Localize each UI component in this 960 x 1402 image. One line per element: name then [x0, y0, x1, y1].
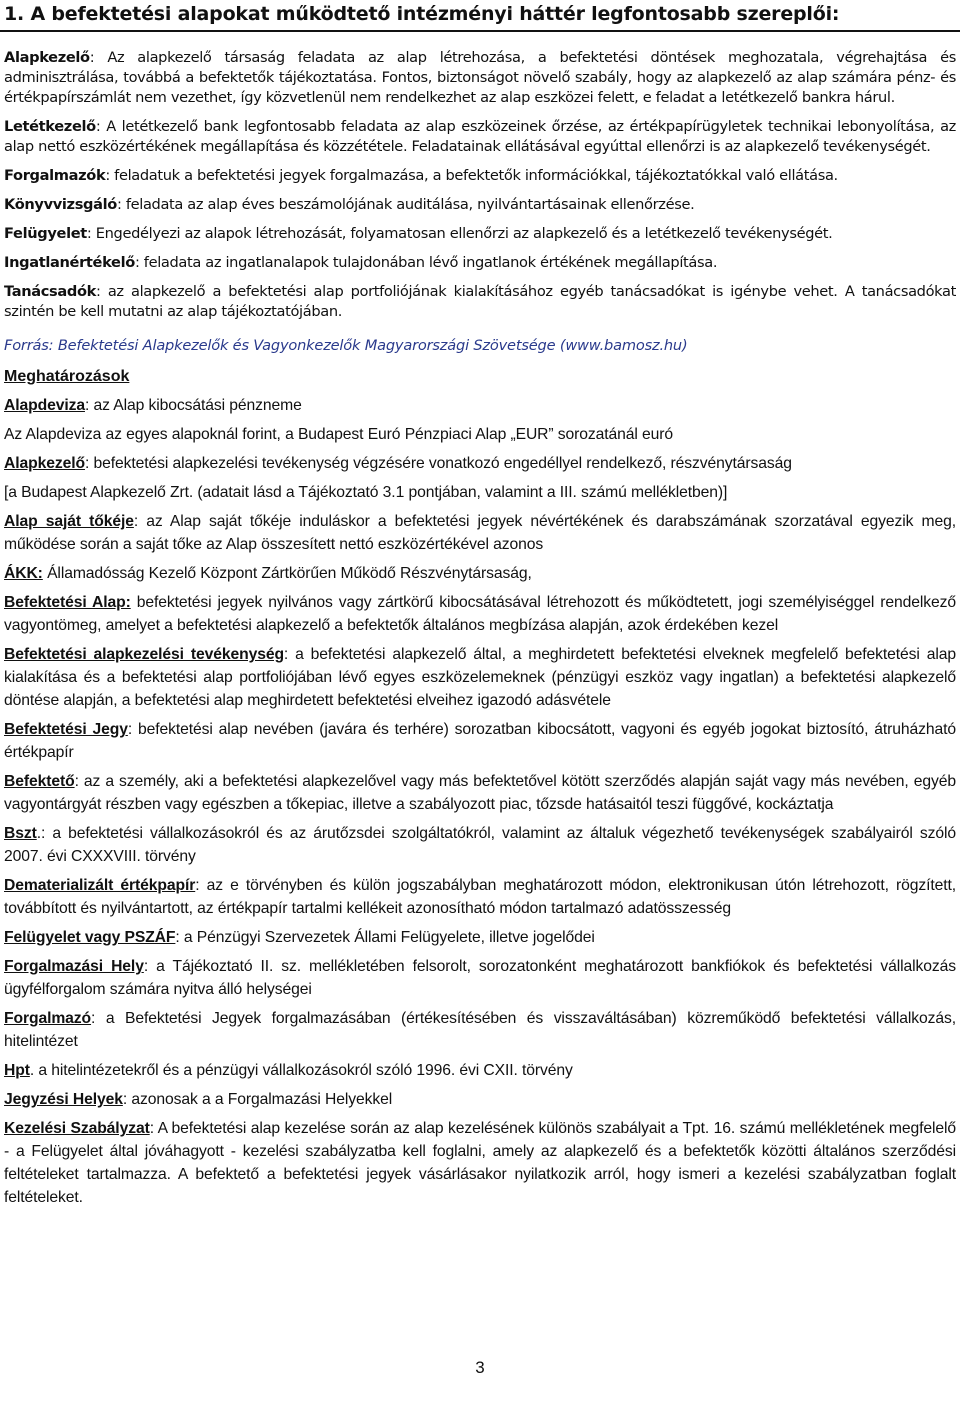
definition-paragraph — [4, 926, 956, 949]
page-number: 3 — [475, 1358, 485, 1377]
definition-term: Befektetési Alap: — [4, 594, 131, 611]
definition-paragraph — [4, 718, 956, 764]
role-term: Könyvvizsgáló — [4, 196, 117, 213]
definition-paragraph — [4, 1007, 956, 1053]
role-description: : Engedélyezi az alapok létrehozását, folyamatosan ellenőrzi az alapkezelő és a letétkezelő tevékenységét. — [86, 225, 833, 242]
definition-term: Forgalmazó — [4, 1010, 92, 1027]
role-description: : feladata az alap éves beszámolójának auditálása, nyilvántartásainak ellenőrzése. — [116, 196, 695, 213]
definition-paragraph — [4, 423, 956, 446]
definition-term: Felügyelet vagy PSZÁF — [4, 929, 176, 946]
definition-paragraph — [4, 643, 956, 712]
role-paragraph — [4, 282, 956, 322]
definition-paragraph — [4, 562, 956, 585]
definition-paragraph — [4, 955, 956, 1001]
definition-text: : A befektetési alap kezelése során az alap kezelésének különös szabályait a Tpt. 16. számú mellékletének megfelelő - a Felügyelet által jóváhagyott - kezelési szabályzatba kell foglalni, amely az alapkezelő és a befektetők közötti általános szerződési feltételeket tartalmazza. A befektető a befektetési jegyek vásárlásakor nyilatkozik arról, hogy ismeri a kezelési szabályzatban foglalt feltételeket. — [4, 1120, 956, 1206]
definition-term: Kezelési Szabályzat — [4, 1120, 150, 1137]
role-description: : Az alapkezelő társaság feladata az alap létrehozása, a befektetési döntések meghozatala, végrehajtása és adminisztrálása, továbbá a befektetők tájékoztatása. Fontos, biztonságot növelő szabály, hogy az alapkezelő az alap számára pénz- és értékpapírszámlát nem vezethet, így közvetlenül nem rendelkezhet az alap eszközei felett, e feladat a letétkezelő bankra hárul. — [4, 49, 956, 106]
definition-paragraph — [4, 770, 956, 816]
definition-paragraph — [4, 481, 956, 504]
definition-text: : a Tájékoztató II. sz. mellékletében felsorolt, sorozatonként meghatározott bankfiókok és befektetési vállalkozás ügyfélforgalom számára nyitva álló helységei — [4, 958, 956, 998]
definition-paragraph — [4, 1059, 956, 1082]
definition-paragraph — [4, 822, 956, 868]
section-title: 1. A befektetési alapokat működtető intézményi háttér legfontosabb szereplői: — [4, 3, 840, 25]
definition-term: Alap saját tőkéje — [4, 513, 134, 530]
definition-text: befektetési jegyek nyilvános vagy zártkörű kibocsátásával létrehozott és működtetett, jogi személyiséggel rendelkező vagyontömeg, amelyet a befektetési alapkezelő a befektetők általános megbízása alapján, azok érdekében kezel — [4, 594, 956, 634]
role-term: Tanácsadók — [4, 283, 97, 300]
definition-term: Befektetési Jegy — [4, 721, 128, 738]
definition-text: Államadósság Kezelő Központ Zártkörűen Működő Részvénytársaság, — [42, 565, 532, 582]
title-divider — [0, 30, 960, 32]
role-term: Letétkezelő — [4, 118, 96, 135]
definition-paragraph — [4, 1088, 956, 1111]
document-page — [4, 0, 956, 1215]
definition-paragraph — [4, 874, 956, 920]
role-term: Alapkezelő — [4, 49, 90, 66]
definition-term: Jegyzési Helyek — [4, 1091, 123, 1108]
definition-text: . a hitelintézetekről és a pénzügyi vállalkozásokról szóló 1996. évi CXII. törvény — [29, 1062, 573, 1079]
definition-term: Alapdeviza — [4, 397, 85, 414]
definition-term: ÁKK: — [4, 565, 43, 582]
definition-text: .: a befektetési vállalkozásokról és az árutőzsdei szolgáltatókról, valamint az általuk végezhető tevékenységek szabályairól szóló 2007. évi CXXXVIII. törvény — [4, 825, 956, 865]
roles-list — [4, 48, 956, 322]
definition-paragraph — [4, 452, 956, 475]
definition-text: : a Pénzügyi Szervezetek Állami Felügyelete, illetve jogelődei — [175, 929, 595, 946]
definition-text: : a befektetési alapkezelő által, a meghirdetett befektetési elveknek megfelelő befektetési alap kialakítása és a befektetési alap portfoliójában lévő egyes eszközelemeknek (pénzügyi eszköz vagy ingatlan) a befektetési alapkezelő döntése alapján, a befektetési alap meghirdetett befektetési elveihez igazodó adásvétele — [4, 646, 956, 709]
role-term: Felügyelet — [4, 225, 87, 242]
role-description: : A letétkezelő bank legfontosabb feladata az alap eszközeinek őrzése, az értékpapírügyletek technikai lebonyolítása, az alap nettó eszközértékének megállapítása és közzététele. Feladatainak ellátásával egyúttal ellenőrzi is az alapkezelő tevékenységét. — [4, 118, 956, 155]
definition-paragraph — [4, 394, 956, 417]
definition-term: Befektető — [4, 773, 75, 790]
definition-term: Befektetési alapkezelési tevékenység — [4, 646, 284, 663]
role-description: : feladatuk a befektetési jegyek forgalmazása, a befektetők információkkal, tájékoztatókkal való ellátása. — [105, 167, 838, 184]
definition-paragraph — [4, 510, 956, 556]
role-paragraph — [4, 224, 956, 244]
definition-term: Bszt — [4, 825, 37, 842]
definition-text: Az Alapdeviza az egyes alapoknál forint, a Budapest Euró Pénzpiaci Alap „EUR” sorozatánál euró — [4, 426, 674, 443]
role-paragraph — [4, 117, 956, 157]
role-paragraph — [4, 48, 956, 108]
definition-term: Alapkezelő — [4, 455, 85, 472]
definition-text: : az a személy, aki a befektetési alapkezelővel vagy más befektetővel kötött szerződés alapján saját vagy más nevében, egyéb vagyontárgyát részben vagy egészben a tőkepiac, illetve a szabályozott piac, tőzsde hatásaitól teszi függővé, kockáztatja — [4, 773, 956, 813]
definition-text: : befektetési alapkezelési tevékenység végzésére vonatkozó engedéllyel rendelkező, részvénytársaság — [84, 455, 792, 472]
definition-text: : a Befektetési Jegyek forgalmazásában (értékesítésében és visszaváltásában) közreműködő befektetési vállalkozás, hitelintézet — [4, 1010, 956, 1050]
definition-text: : azonosak a a Forgalmazási Helyekkel — [122, 1091, 393, 1108]
definition-text: : befektetési alap nevében (javára és terhére) sorozatban kibocsátott, vagyoni és egyéb jogokat biztosító, átruházható értékpapír — [4, 721, 956, 761]
definition-text: : az Alap saját tőkéje induláskor a befektetési jegyek névértékének és darabszámának szorzatával egyezik meg, működése során a saját tőke az Alap összesített nettó eszközértékével azonos — [4, 513, 957, 553]
definition-paragraph — [4, 591, 956, 637]
role-term: Ingatlanértékelő — [4, 254, 135, 271]
definition-text: : az e törvényben és külön jogszabályban meghatározott módon, elektronikusan útón létrehozott, rögzített, továbbított és nyilvántartott, az értékpapír tartalmi kellékeit azonosítható módon tartalmazó adatösszesség — [4, 877, 956, 917]
definition-paragraph — [4, 1117, 956, 1209]
role-description: : feladata az ingatlanalapok tulajdonában lévő ingatlanok értékének megállapítása. — [134, 254, 718, 271]
definitions-list — [4, 394, 956, 1209]
role-description: : az alapkezelő a befektetési alap portfoliójának kialakításához egyéb tanácsadókat is igénybe vehet. A tanácsadókat szintén be kell mutatni az alap tájékoztatójában. — [4, 283, 956, 320]
definition-term: Hpt — [4, 1062, 30, 1079]
definition-text: : az Alap kibocsátási pénzneme — [84, 397, 302, 414]
role-term: Forgalmazók — [4, 167, 106, 184]
source-line: Forrás: Befektetési Alapkezelők és Vagyonkezelők Magyarországi Szövetsége (www.bamosz.hu) — [4, 337, 688, 354]
role-paragraph — [4, 195, 956, 215]
definitions-heading: Meghatározások — [4, 368, 130, 385]
role-paragraph — [4, 253, 956, 273]
definition-term: Forgalmazási Hely — [4, 958, 144, 975]
role-paragraph — [4, 166, 956, 186]
definition-term: Dematerializált értékpapír — [4, 877, 196, 894]
definition-text: [a Budapest Alapkezelő Zrt. (adatait lásd a Tájékoztató 3.1 pontjában, valamint a III. számú mellékletben)] — [4, 484, 728, 501]
